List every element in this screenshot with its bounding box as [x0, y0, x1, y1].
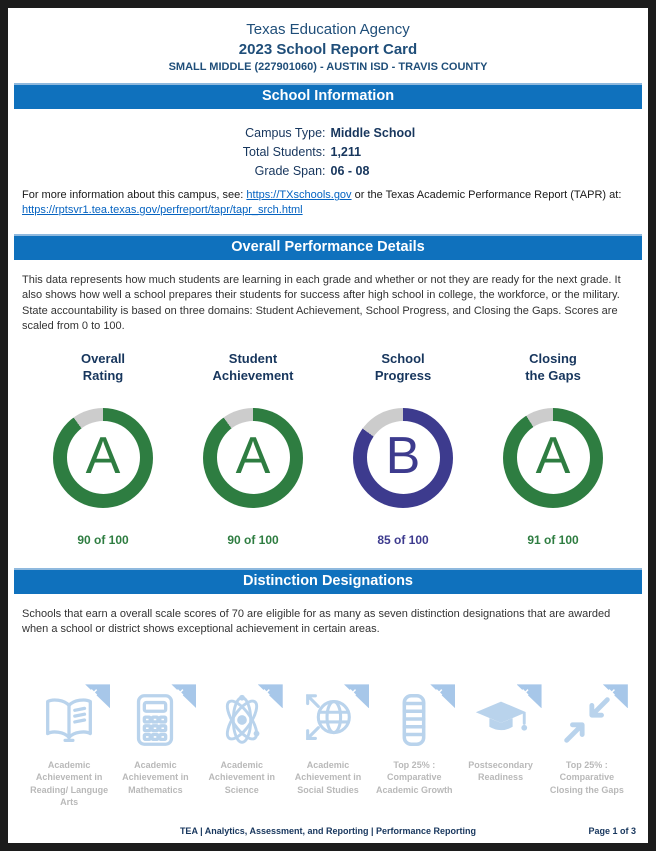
report-title: 2023 School Report Card — [238, 40, 418, 58]
distinction-label: Top 25% : Comparative Closing the Gaps — [549, 760, 624, 795]
banner-label: School Information — [261, 88, 395, 105]
agency-name: Texas Education Agency — [246, 21, 410, 38]
rating-title: School Progress — [374, 350, 432, 384]
distinction-label: Academic Achievement in Reading/ Languge Arts — [30, 760, 109, 807]
grade-letter: A — [535, 426, 571, 485]
field-label: Campus Type: — [245, 126, 326, 141]
grade-letter: B — [385, 426, 421, 485]
more-info-text — [22, 188, 636, 218]
field-label: Grade Span: — [254, 164, 326, 179]
campus-info-fields — [8, 126, 648, 178]
distinction-reading-language-arts — [28, 689, 110, 808]
distinctions-description: Schools that earn a overall scale scores of 70 are eligible for as many as seven distinction designations that are awarded when a school or district shows exceptional achievement in certain areas. — [22, 607, 611, 635]
field-value: 1,211 — [330, 145, 362, 160]
distinction-label: Academic Achievement in Science — [208, 760, 275, 795]
report-page — [8, 8, 648, 843]
section-banner-overall-performance — [14, 234, 642, 260]
rating-student-achievement — [178, 350, 328, 547]
x-icon: ✕ — [176, 688, 185, 700]
score-label: 90 of 100 — [227, 532, 279, 547]
field-value: Middle School — [330, 126, 416, 141]
distinction-mathematics — [114, 689, 196, 808]
distinction-science — [201, 689, 283, 808]
page-footer — [8, 822, 648, 839]
score-label: 90 of 100 — [77, 532, 129, 547]
rating-overall — [28, 350, 178, 547]
distinction-academic-growth — [373, 689, 455, 808]
page-number: Page 1 of 3 — [588, 826, 636, 836]
distinction-closing-the-gaps — [546, 689, 628, 808]
rating-title: Closing the Gaps — [525, 350, 581, 384]
rating-donut — [503, 408, 603, 508]
grade-letter: A — [235, 426, 271, 485]
distinction-postsecondary-readiness — [459, 689, 541, 808]
rating-donut — [203, 408, 303, 508]
field-label: Total Students: — [242, 145, 326, 160]
x-icon: ✕ — [348, 688, 357, 700]
rating-school-progress — [328, 350, 478, 547]
score-label: 91 of 100 — [527, 532, 579, 547]
footer-report-line: TEA | Analytics, Assessment, and Reporting | Performance Reporting — [179, 826, 477, 836]
x-icon: ✕ — [434, 688, 444, 700]
more-info-prefix: For more information about this campus, see: — [22, 189, 247, 202]
distinction-label: Academic Achievement in Mathematics — [122, 760, 189, 795]
document-header — [8, 20, 648, 74]
field-value: 06 - 08 — [330, 164, 370, 179]
field-total-students — [8, 145, 648, 159]
more-info-middle: or the Texas Academic Performance Report (TAPR) at: — [351, 189, 622, 202]
score-label: 85 of 100 — [377, 532, 429, 547]
rating-donut — [53, 408, 153, 508]
grade-letter: A — [85, 426, 121, 485]
distinction-label: Top 25% : Comparative Academic Growth — [376, 760, 453, 795]
txschools-link[interactable]: https://TXschools.gov — [246, 189, 352, 202]
rating-donut — [353, 408, 453, 508]
rating-closing-the-gaps — [478, 350, 628, 547]
x-icon: ✕ — [262, 688, 271, 700]
x-icon: ✕ — [89, 688, 99, 700]
section-banner-distinction-designations — [14, 568, 642, 594]
field-grade-span — [8, 164, 648, 178]
campus-identifier: SMALL MIDDLE (227901060) - AUSTIN ISD - TRAVIS COUNTY — [168, 61, 488, 73]
distinction-icons-row — [28, 689, 628, 808]
x-icon: ✕ — [607, 688, 616, 700]
section-banner-school-information — [14, 83, 642, 109]
rating-title: Student Achievement — [212, 350, 294, 384]
rating-title: Overall Rating — [80, 350, 126, 384]
banner-label: Overall Performance Details — [231, 238, 425, 255]
tapr-link[interactable]: https://rptsvr1.tea.texas.gov/perfreport/tapr/tapr_srch.html — [22, 204, 303, 217]
distinction-label: Academic Achievement in Social Studies — [294, 760, 362, 795]
x-icon: ✕ — [521, 688, 530, 700]
performance-description: This data represents how much students are learning in each grade and whether or not they are ready for the next grade. It also shows how well a school prepares their students for success after high school in college, the workforce, or the military. State accountability is based on three domains: Student Achievement, School Progress, and Closing the Gaps. Scores are scaled from 0 to 100. — [22, 273, 621, 333]
distinction-label: Postsecondary Readiness — [468, 760, 533, 783]
banner-label: Distinction Designations — [243, 572, 413, 589]
distinction-social-studies — [287, 689, 369, 808]
field-campus-type — [8, 126, 648, 140]
rating-gauges — [28, 350, 628, 547]
